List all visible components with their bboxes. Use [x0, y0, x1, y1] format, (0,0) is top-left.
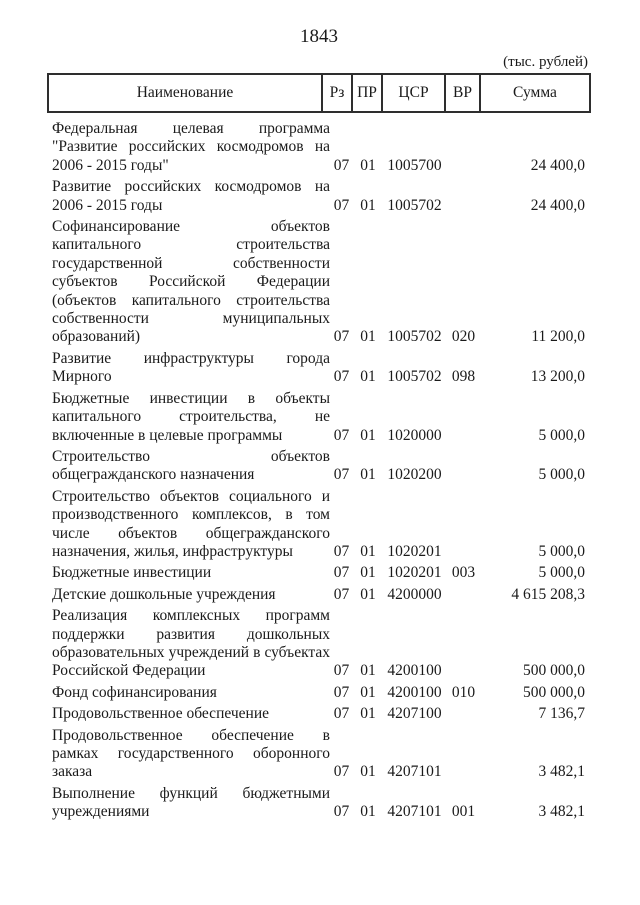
table-row [47, 607, 591, 681]
pr-cell: 01 [360, 564, 376, 582]
vr-cell: 003 [451, 564, 476, 582]
name-cell: Реализация комплексных программ поддержки развития дошкольных образовательных учреждений в субъектах Российской Федерации [52, 607, 330, 680]
sum-cell: 11 200,0 [531, 328, 585, 346]
rz-cell: 07 [333, 585, 350, 603]
csr-cell: 4207101 [387, 763, 442, 781]
sum-cell: 3 482,1 [538, 763, 585, 781]
rz-cell: 07 [333, 662, 350, 680]
pr-cell: 01 [360, 156, 376, 174]
sum-cell: 5 000,0 [538, 542, 585, 560]
sum-cell: 4 615 208,3 [511, 585, 585, 603]
header-name: Наименование [136, 84, 234, 101]
name-cell: Развитие инфраструктуры города Мирного [52, 349, 330, 386]
csr-cell: 1020201 [387, 542, 442, 560]
name-cell: Фонд софинансирования [52, 683, 217, 701]
header-vr: ВР [444, 75, 479, 111]
csr-cell: 4207101 [387, 803, 442, 821]
name-cell: Выполнение функций бюджетными учреждениями [52, 784, 330, 821]
name-cell: Продовольственное обеспечение [52, 705, 269, 723]
rz-cell: 07 [333, 156, 350, 174]
table-row [47, 350, 591, 387]
pr-cell: 01 [360, 196, 376, 214]
vr-cell: 020 [451, 328, 476, 346]
sum-cell: 5 000,0 [538, 564, 585, 582]
csr-cell: 1005702 [387, 368, 442, 386]
csr-cell: 1020200 [387, 466, 442, 484]
sum-cell: 5 000,0 [538, 466, 585, 484]
pr-cell: 01 [360, 426, 376, 444]
rz-cell: 07 [333, 328, 350, 346]
rz-cell: 07 [333, 803, 350, 821]
table-row [47, 448, 591, 485]
table-row [47, 684, 591, 702]
name-cell: Бюджетные инвестиции [52, 564, 212, 582]
table-row [47, 785, 591, 822]
table-row [47, 586, 591, 604]
rz-cell: 07 [333, 426, 350, 444]
rz-cell: 07 [333, 196, 350, 214]
pr-cell: 01 [360, 662, 376, 680]
rz-cell: 07 [333, 683, 350, 701]
table-row [47, 727, 591, 782]
table-row [47, 564, 591, 582]
csr-cell: 4200000 [387, 585, 442, 603]
table-row [47, 705, 591, 723]
vr-cell: 098 [451, 368, 476, 386]
table-row [47, 178, 591, 215]
name-cell: Детские дошкольные учреждения [52, 585, 276, 603]
sum-cell: 24 400,0 [530, 196, 585, 214]
csr-cell: 1005702 [387, 196, 442, 214]
vr-cell: 010 [451, 683, 476, 701]
table-row [47, 390, 591, 445]
table-row [47, 488, 591, 562]
table-row [47, 120, 591, 175]
name-cell: Бюджетные инвестиции в объекты капитального строительства, не включенные в целевые программы [52, 389, 330, 444]
vr-cell: 001 [451, 803, 476, 821]
header-sum: Сумма [479, 75, 589, 111]
pr-cell: 01 [360, 328, 376, 346]
csr-cell: 1005702 [387, 328, 442, 346]
sum-cell: 3 482,1 [538, 803, 585, 821]
budget-table [47, 73, 591, 822]
table-row [47, 218, 591, 347]
pr-cell: 01 [360, 585, 376, 603]
rz-cell: 07 [333, 466, 350, 484]
units-note: (тыс. рублей) [503, 54, 588, 70]
name-cell: Строительство объектов социального и производственного комплексов, в том числе объектов общегражданского назначения, жилья, инфраструктуры [52, 487, 330, 560]
csr-cell: 4200100 [387, 683, 442, 701]
table-body [47, 113, 591, 822]
pr-cell: 01 [360, 466, 376, 484]
pr-cell: 01 [360, 542, 376, 560]
rz-cell: 07 [333, 542, 350, 560]
name-cell: Строительство объектов общегражданского назначения [52, 447, 330, 484]
pr-cell: 01 [360, 368, 376, 386]
name-cell: Продовольственное обеспечение в рамках государственного оборонного заказа [52, 726, 330, 781]
header-pr: ПР [351, 75, 381, 111]
pr-cell: 01 [360, 763, 376, 781]
pr-cell: 01 [360, 705, 376, 723]
rz-cell: 07 [333, 705, 350, 723]
sum-cell: 500 000,0 [523, 662, 585, 680]
sum-cell: 7 136,7 [538, 705, 585, 723]
pr-cell: 01 [360, 803, 376, 821]
header-csr: ЦСР [381, 75, 444, 111]
page-number: 1843 [300, 26, 338, 47]
table-header-row [47, 73, 591, 113]
name-cell: Развитие российских космодромов на 2006 - 2015 годы [52, 178, 330, 214]
csr-cell: 1005700 [387, 156, 442, 174]
sum-cell: 5 000,0 [538, 426, 585, 444]
header-rz: Рз [321, 75, 351, 111]
rz-cell: 07 [333, 564, 350, 582]
csr-cell: 1020201 [387, 564, 442, 582]
csr-cell: 4200100 [387, 662, 442, 680]
name-cell: Софинансирование объектов капитального строительства государственной собственности субъектов Российской Федерации (объектов капитального строительства собственности муниципальных образований) [52, 218, 330, 346]
sum-cell: 500 000,0 [523, 683, 585, 701]
rz-cell: 07 [333, 763, 350, 781]
rz-cell: 07 [333, 368, 350, 386]
csr-cell: 1020000 [387, 426, 442, 444]
name-cell: Федеральная целевая программа "Развитие российских космодромов на 2006 - 2015 годы" [52, 120, 330, 174]
sum-cell: 24 400,0 [530, 156, 585, 174]
sum-cell: 13 200,0 [530, 368, 585, 386]
pr-cell: 01 [360, 683, 376, 701]
csr-cell: 4207100 [387, 705, 442, 723]
